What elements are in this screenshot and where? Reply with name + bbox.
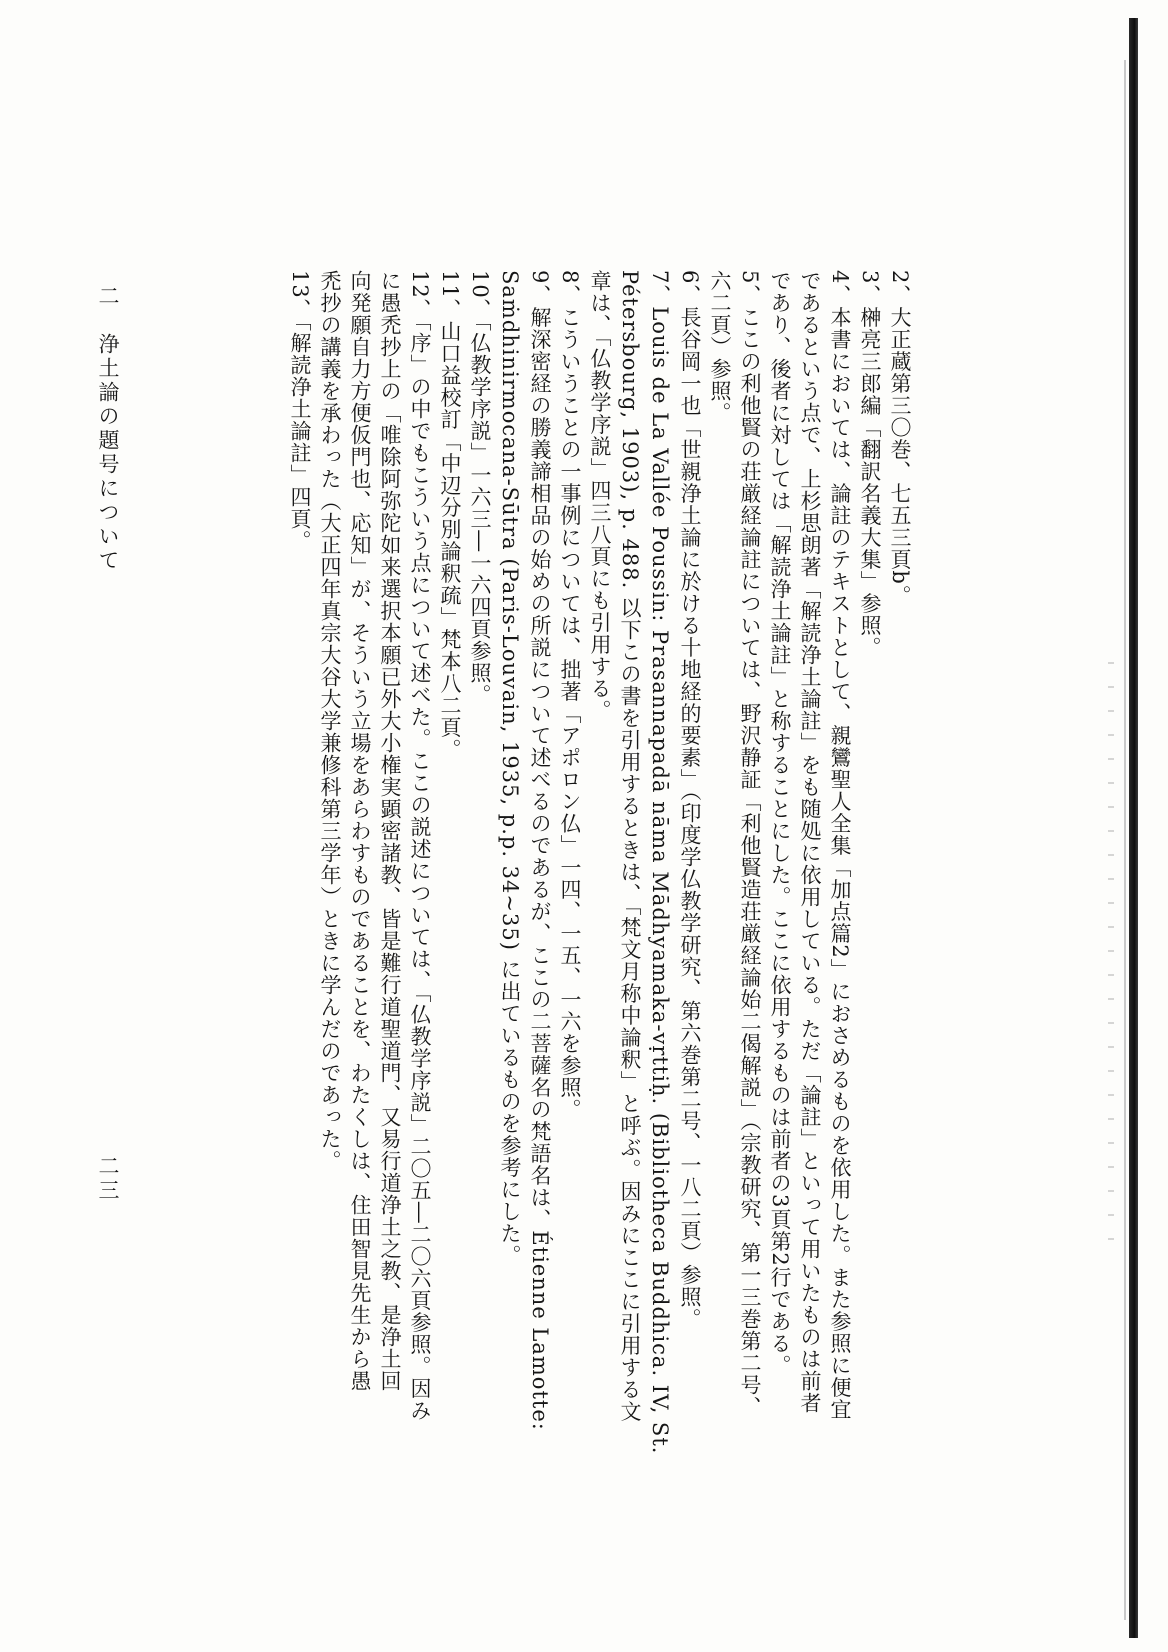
note-line: 向発願自力方便仮門也、応知」が、そういう立場をあらわすものであることを、わたくしは、住田智見先生から愚	[348, 270, 372, 1392]
note-line: 11、山口益校訂「中辺分別論釈疏」梵本八二頁。	[438, 270, 462, 761]
note-line: 3、榊亮三郎編「翻訳名義大集」参照。	[858, 270, 882, 659]
note-line: Pétersbourg, 1903), p. 488. 以下この書を引用するときは、「梵文月称中論釈」と呼ぶ。因みにここに引用する文	[618, 270, 642, 1423]
note-line: 5、ここの利他賢の荘厳経論註については、野沢静証「利他賢造荘厳経論始二偈解説」（宗教研究、第一三巻第二号、	[738, 270, 762, 1418]
note-line: 13、「解読浄土論註」四頁。	[288, 270, 312, 553]
note-line: 8、こういうことの一事例については、拙著「アポロン仏」一四、一五、一六を参照。	[558, 270, 582, 1121]
note-line: であるという点で、上杉思朗著「解読浄土論註」をも随処に依用している。ただ「論註」といって用いたものは前者	[798, 270, 822, 1414]
page-number: 二三	[96, 1155, 120, 1203]
scan-specks	[1108, 640, 1114, 1240]
running-title: 二 浄土論の題号について	[96, 285, 120, 573]
note-line: 禿抄の講義を承わった（大正四年真宗大谷大学兼修科第三学年）ときに学んだのであった。	[318, 270, 342, 1172]
binding-edge	[1129, 18, 1138, 1638]
note-line: 7、Louis de La Vallée Poussin: Prasannapadā nāma Mādhyamaka-vṛttiḥ. (Bibliotheca Buddhica. IV, St.	[648, 270, 672, 1455]
note-line: に愚禿抄上の「唯除阿弥陀如来選択本願已外大小権実顕密諸教、皆是難行道聖道門、又易行道浄土之教、是浄土回	[378, 270, 402, 1392]
note-line: 章は、「仏教学序説」四三八頁にも引用する。	[588, 270, 612, 722]
note-line: 9、解深密経の勝義諦相品の始めの所説について述べるのであるが、ここの二菩薩名の梵語名は、Étienne Lamotte:	[528, 270, 552, 1431]
note-line: 12、「序」の中でもこういう点について述べた。ここの説述については、「仏教学序説」二〇五―二〇六頁参照。因み	[408, 270, 432, 1422]
note-line: 10、「仏教学序説」一六三―一六四頁参照。	[468, 270, 492, 707]
note-line: 2、大正蔵第三〇巻、七五三頁b。	[888, 270, 912, 607]
note-line: 6、長谷岡一也「世親浄土論に於ける十地経的要素」（印度学仏教学研究、第六巻第二号、一八二頁）参照。	[678, 270, 702, 1330]
note-line: Saṁdhinirmocana-Sūtra (Paris-Louvain, 1935, p.p. 34~35) に出ているものを参考にした。	[498, 270, 522, 1267]
note-line: 六二頁）参照。	[708, 270, 732, 424]
note-line: 4、本書においては、論註のテキストとして、親鸞聖人全集「加点篇2」におさめるものを依用した。また参照に便宜	[828, 270, 852, 1421]
note-line: であり、後者に対しては「解読浄土論註」と称することにした。ここに依用するものは前者の3頁第2行である。	[768, 270, 792, 1377]
binding-shadow	[1124, 60, 1126, 1620]
